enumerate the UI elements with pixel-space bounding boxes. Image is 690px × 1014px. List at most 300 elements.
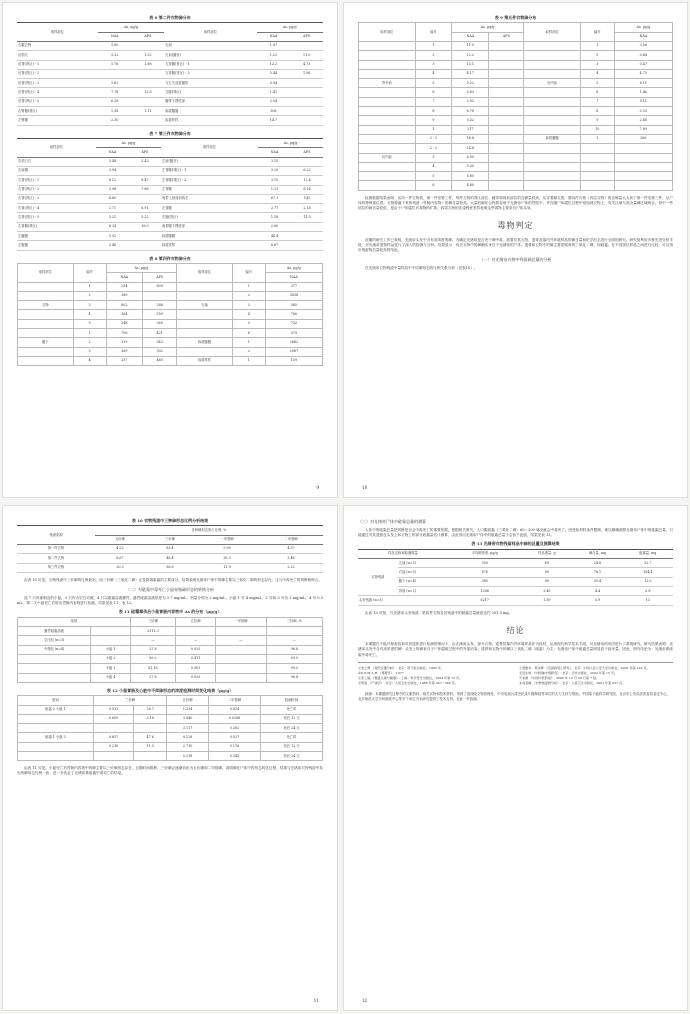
table-cell: — [266,636,322,645]
table-cell: 2 [73,291,106,300]
table-cell [489,134,524,143]
table-cell [18,654,91,663]
table-cell [489,125,524,134]
table-cell: 腰带下摆底部 [164,97,256,106]
table-cell: 90 [521,577,572,586]
table-cell: 后背(背区) - 1 [17,60,98,69]
table-6 [17,22,323,125]
table-cell: 465 [143,356,177,365]
table-cell: 1.334 [167,705,209,714]
table-cell: 死亡时 [261,705,323,714]
table-cell: 69 [521,559,572,568]
table-row [359,134,673,143]
page-number: 9 [316,485,319,491]
table-cell: 4.17 [452,69,489,78]
table-row [18,705,323,714]
table-cell: 0.116 [208,742,260,751]
table-cell: 右背(背区) - 2 [17,185,96,194]
table-cell: 3.98 [96,185,129,194]
table-cell: 1 [73,329,106,338]
table-cell: 11.0 [290,51,323,60]
table-cell [581,181,615,190]
table-cell: 6.67 [95,554,145,563]
table-cell [524,97,581,106]
table-9 [358,22,673,190]
table-cell: 802 [106,301,143,310]
table-cell [581,172,615,181]
table-cell: 左腰腰 [17,232,96,241]
table-cell: 左臂腰 [17,116,98,125]
table-cell: 小鼠 2 [91,654,131,663]
table-row [17,213,323,222]
table-cell: 4 [581,69,615,78]
table-cell [291,222,323,231]
table-cell [359,181,416,190]
table-cell [359,116,416,125]
table-cell: 20.3 [95,563,145,572]
table-cell [132,116,165,125]
table-cell: 254 [106,282,143,291]
table-cell: 3 [415,153,451,162]
table-row [359,41,673,50]
table-cell [290,88,323,97]
table-cell: 后背(背区) - 3 [17,79,98,88]
table-cell: 砒霜 2 小鼠 1 [18,705,94,714]
table-cell [359,88,416,97]
table-cell: 56.6 [145,563,195,572]
table-cell: 4.37 [259,544,323,553]
table-cell: 2882 [265,338,322,347]
table-cell: 死后 24 天 [261,752,323,761]
table-cell: 2.48 [614,116,672,125]
table-row [17,97,323,106]
page-12 [343,505,688,1011]
table-cell: 2.30 [98,116,132,125]
table-cell: 8.14 [291,185,323,194]
table-cell [134,752,167,761]
table-cell: 4.60 [452,181,489,190]
table-row [17,563,323,572]
table-cell [266,627,322,636]
table-cell: 27.8 [130,673,175,682]
table-row [18,282,323,291]
table-cell: 5.22 [129,213,161,222]
table-cell: 44.4 [258,232,291,241]
table-cell [290,41,323,50]
table-cell: 377 [265,282,322,291]
table-row [17,241,323,250]
table-cell: 4.23 [95,544,145,553]
table-cell: 13 [623,596,673,605]
table-cell [18,329,74,338]
table-header: 编号 [581,23,615,42]
table-header: AFS [132,32,165,41]
table-cell [524,153,581,162]
table-cell: 0.282 [208,724,260,733]
table-row [18,329,323,338]
table-header: As, μg/g [265,264,322,273]
table-cell [359,41,416,50]
table-header: NAA [258,148,291,157]
table-header: 样品重量, g [521,549,572,558]
table-row [17,232,323,241]
table-row [18,654,323,663]
table-cell: 12.4 [291,176,323,185]
table-cell: 2 [232,347,265,356]
table-cell: 559 [143,310,177,319]
table-row [18,310,323,319]
table-cell [134,724,167,733]
table-8-caption: 表 8 第四件衣物砷分布 [149,255,191,261]
table-cell: 12.0 [623,577,673,586]
table-cell: 5.92 [96,232,129,241]
table-cell: 右背(背区) - 4 [17,204,96,213]
table-cell: 0.128 [167,733,209,742]
paragraph: 选 7 只体重相近的小鼠，3 只作为空白对照，4 只以砒霜溶液灌胃。灌胃砒霜溶液浓度为 2.7 mg/mL，剂量分别为 2 mg/mL，小鼠 1 号 4 mg/mL、2 号和 3 号各 3 mg/mL、4 号 0.5 mL，第二天小鼠死亡后取出胃肠内容物进行检测，结果见表 11、表 12。 [17,596,323,606]
table-cell: 0.238 [93,742,133,751]
table-cell: 5.218 [167,752,209,761]
table-cell: 248 [106,319,143,328]
table-cell: 4 [232,310,265,319]
table-cell: 0.655 [93,714,133,723]
table-cell: 6 [415,181,451,190]
table-cell: 拆拔腰腰 [161,232,258,241]
table-cell [291,157,323,166]
table-cell: 第三件衣物 [17,563,95,572]
table-cell: 0.027 [208,733,260,742]
table-cell: 3.15 [258,176,291,185]
table-cell: 2.77 [258,204,291,213]
table-header: As, μg/g [106,264,177,273]
table-header: AFS [129,148,161,157]
table-cell: 35.4 [572,577,622,586]
table-cell [177,319,233,328]
table-12 [17,695,323,761]
table-header: As, μg/g [96,139,161,148]
table-cell: 左背腰 [161,204,258,213]
section-heading: 毒物判定 [497,220,534,230]
table-row [359,60,673,69]
table-cell: 右肩腰 [17,166,96,175]
table-cell: 67.1 [258,194,291,203]
table-cell: 78.1 [572,568,622,577]
table-row [17,69,323,78]
table-cell: 280 [106,291,143,300]
table-cell [524,181,581,190]
table-header: 三价砷 [145,535,195,544]
table-cell: 257 [106,356,143,365]
table-row [17,204,323,213]
table-cell: 579 [265,329,322,338]
table-cell [176,627,216,636]
table-cell: 2.43 [129,157,161,166]
table-cell [132,69,165,78]
table-cell: 3.56 [614,41,672,50]
table-cell: 96.8 [266,673,322,682]
table-cell: 0.657 [93,733,133,742]
table-cell: 12.2 [452,51,489,60]
table-13 [358,549,673,606]
subsection-heading: （二）对砒霜中毒死亡小鼠胃肠砷形态的转换分析 [126,586,214,592]
table-cell: 383 [448,577,521,586]
table-cell: 3.22 [98,51,132,60]
table-cell: 8 [581,107,615,116]
table-cell: 右腋衣物 [17,41,98,50]
table-cell: 13.1 [452,60,489,69]
table-cell: 4 [415,69,451,78]
table-cell: 3.46 [96,241,129,250]
table-header: NAA [106,273,143,282]
table-cell [614,144,672,153]
table-cell [489,69,524,78]
table-cell: 5.80 [452,172,489,181]
table-cell: 11.5 [291,213,323,222]
table-header: 取样部位 [524,23,581,42]
table-cell: 13.8 [132,88,165,97]
table-header: 五价砷 [167,696,209,705]
table-cell: 2 [232,291,265,300]
table-header: 取样部位 [164,23,256,42]
table-cell: 11.9 [195,563,259,572]
table-cell: 1.11 [132,107,165,116]
reference-item: ③张三编 《微量元素与健康》. 上海：科学普及出版社，1994 年第 73 页。 [358,675,463,680]
table-cell: 2 [581,51,615,60]
table-6-caption: 表 6 第二件衣物砷分布 [149,15,191,20]
paragraph: 本课题在不能开棺查验和对其遗体进行检测的情况下，由光绪帝头发、部分衣物、遗骨及墓内外环境样品作为检材，运用现代科学技术手段，对光绪帝的死因进行了系统研究。研究结果表明：光绪帝头发中含有高浓度的砷；头发上的砷来自于尸体腐败过程中的外部沾染；遗骨和衣物中的砷以三氧化二砷（砒霜）为主；光绪帝尸体中砒霜总量明显高于致死量。因此，研究结论为：光绪帝系砒霜中毒死亡。 [358,642,673,657]
table-cell: 7 [415,97,451,106]
table-cell [132,97,165,106]
table-cell [359,69,416,78]
table-row [18,319,323,328]
table-cell: 1.60 [98,41,132,50]
table-cell [18,347,74,356]
table-cell: 0.33 [614,107,672,116]
table-cell [489,116,524,125]
table-cell: 5.99 [195,544,259,553]
reference-item: ⑥吴生琪 《中国砷中毒研究》. 北京：学术出版社，2004 年第 15 页。 [519,670,618,675]
table-cell: 后内前 [524,79,581,88]
table-cell: 3438 [265,291,322,300]
table-cell: 9 [581,116,615,125]
table-header: 五价砷 [176,617,216,626]
table-cell: 拆拔样样 [161,241,258,250]
table-cell: 1 [415,41,451,50]
table-cell [177,347,233,356]
table-cell: 3.44 [257,69,291,78]
table-cell: 4.73 [290,60,323,69]
table-cell: 3 [73,347,106,356]
table-cell: 48.4 [145,554,195,563]
table-header: 取样部位 [17,23,98,42]
table-row [18,356,323,365]
table-cell [489,79,524,88]
table-cell: 左背腰(背区) - 1 [161,166,258,175]
table-7 [17,138,323,251]
table-cell [216,664,266,673]
table-header: 组别 [18,617,131,626]
table-cell: 右背腰(背区) [17,222,96,231]
table-row [17,185,323,194]
reference-item: ⑧刘其翰 《衣物残留物分析》. 北京：人民卫生出版社，2001 年第 837 页。 [519,681,626,686]
table-cell: 3.45 [521,587,572,596]
table-cell [216,654,266,663]
table-header: 编号 [73,264,106,283]
table-cell [524,60,581,69]
table-cell [18,673,91,682]
table-header: 取样部位 [161,139,258,158]
table-header: 二甲基砷 [259,535,323,544]
table-cell: 左腹腰 [17,241,96,250]
table-cell: 左背腰 [161,185,258,194]
table-cell: 302 [143,347,177,356]
table-cell: 7 [581,97,615,106]
table-cell: 5.63 [452,88,489,97]
table-cell: 870 [448,568,521,577]
table-cell [524,125,581,134]
table-cell: 右背(背区) - 1 [17,176,96,185]
table-cell: 3.15 [258,157,291,166]
table-cell: 左袖 (n=5) [398,559,448,568]
table-row [17,166,323,175]
table-cell [290,79,323,88]
table-cell [614,162,672,171]
table-cell: 2.54 [257,97,291,106]
table-cell [18,282,74,291]
subsection-heading: （一）对光绪帝衣物中残留砷总量的分析 [479,256,552,262]
table-cell [614,181,672,190]
table-row [17,60,323,69]
table-cell: 11.5 [134,742,167,751]
table-cell: 8 [415,107,451,116]
table-cell: 4.73 [614,69,672,78]
table-cell: 32.7 [623,559,673,568]
table-cell [581,144,615,153]
table-row [18,664,323,673]
table-cell: 小鼠 4 [91,673,131,682]
table-cell: 小鼠 1 [91,645,131,654]
table-cell: 5.94 [257,79,291,88]
table-cell: 217 [452,125,489,134]
table-cell: 706 [106,329,143,338]
table-cell: 拆拔腰腰 [524,134,581,143]
table-cell: 5.9 [572,596,622,605]
table-cell: 10 [581,125,615,134]
table-cell: 104.4 [623,568,673,577]
table-row [17,107,323,116]
table-cell: 背面 (n=2) [398,587,448,596]
table-cell: 5 [415,172,451,181]
table-cell: 809 [143,282,177,291]
table-cell: 543 [143,338,177,347]
table-row [359,79,673,88]
table-row [359,162,673,171]
table-cell: 6.28 [98,97,132,106]
table-cell: 1.22 [257,51,291,60]
table-cell: 1.07 [257,41,291,50]
table-cell: 2.18 [291,204,323,213]
table-cell: 0.903 [176,664,216,673]
table-row [17,222,323,231]
table-cell: 6 [415,88,451,97]
table-cell: 拆拔腰腰 [177,338,233,347]
table-cell: 6.34 [96,222,129,231]
reference-item: ①朱之勇 《现代仪器分析》. 北京：原子能出版社，1982 年。 [358,665,445,670]
table-cell: 左背腰(背区) - 1 [164,60,256,69]
table-cell: 3.940 [167,714,209,723]
table-row [18,301,323,310]
table-cell: 8.47 [129,176,161,185]
table-cell: 死后 12 天 [261,714,323,723]
table-cell [489,162,524,171]
table-cell: 1 [232,356,265,365]
table-cell: 左腿(背区) [164,88,256,97]
table-cell: 衣物 [18,301,74,310]
table-11 [17,617,323,683]
reference-item: ②K.E.M.A.H 《毒理学》. 1977. [358,670,405,675]
table-cell: 6 [581,88,615,97]
table-row [18,752,323,761]
table-cell: 2.60 [258,222,291,231]
table-cell: 3.94 [96,166,129,175]
table-cell: 2.02 [452,97,489,106]
table-row [359,125,673,134]
table-cell [216,645,266,654]
table-cell: 16.8 [452,134,489,143]
table-cell: 6 [232,329,265,338]
reference-item: ⑦来源 《中国中医药报》. 2006 年 12 月 20 日第 7 版。 [519,675,600,680]
table-row [359,51,673,60]
table-cell: 中毒组 (n=4) [18,645,91,654]
table-cell: 5.32 [452,116,489,125]
table-cell [524,88,581,97]
table-cell: 0.543 [208,752,260,761]
table-cell: 5 [581,79,615,88]
table-cell: 2087 [265,347,322,356]
table-cell: 6.12 [96,176,129,185]
table-header: As, μg/g [452,23,524,32]
table-cell: 288 [143,301,177,310]
table-header: 砒霜量, mg [623,549,673,558]
table-cell [290,116,323,125]
table-cell: 6.22 [291,166,323,175]
table-7-caption: 表 7 第三件衣物砷分布 [149,130,191,136]
paragraph: 前期的研究工作已表明，光绪帝头发中含有高浓度的砷。为确定光绪帝是否死于砷中毒，需要对其衣物、遗骨及墓内外环境样品的砷含量和化学形态进行全面的研究。研究组利用多种先进分析手段，对光绪帝遗物样品进行了深入的检测与分析。结果显示：有关衣物中的砷确实来自于光绪帝的尸体。遗骨和衣物中的砷主要是剧毒的三氧化二砷，即砒霜。在不同部位样品之间进行比较，可以得出残留物总量较高的结论。 [358,237,673,252]
references [358,662,673,687]
table-cell [18,714,94,723]
table-cell [143,291,177,300]
table-row [359,88,673,97]
table-row [18,627,323,636]
table-row [359,107,673,116]
table-cell [18,724,94,733]
table-cell: 4 [73,310,106,319]
table-cell: 4.4 [572,587,622,596]
table-header: 编号 [415,23,451,42]
table-cell [524,107,581,116]
table-cell: 5.8 [623,587,673,596]
table-cell: 表带腰下摆底部 [161,222,258,231]
table-cell: 1 [581,41,615,50]
table-cell: 35.3 [195,554,259,563]
table-row [18,733,323,742]
table-cell [290,107,323,116]
table-cell: 左背腰(背区) - 2 [161,176,258,185]
table-cell [129,241,161,250]
table-header: 检测时间 [261,696,323,705]
table-header: 取样部位 [18,264,74,283]
table-cell: 后背(背区) - 5 [17,97,98,106]
table-cell: 6.00 [452,153,489,162]
